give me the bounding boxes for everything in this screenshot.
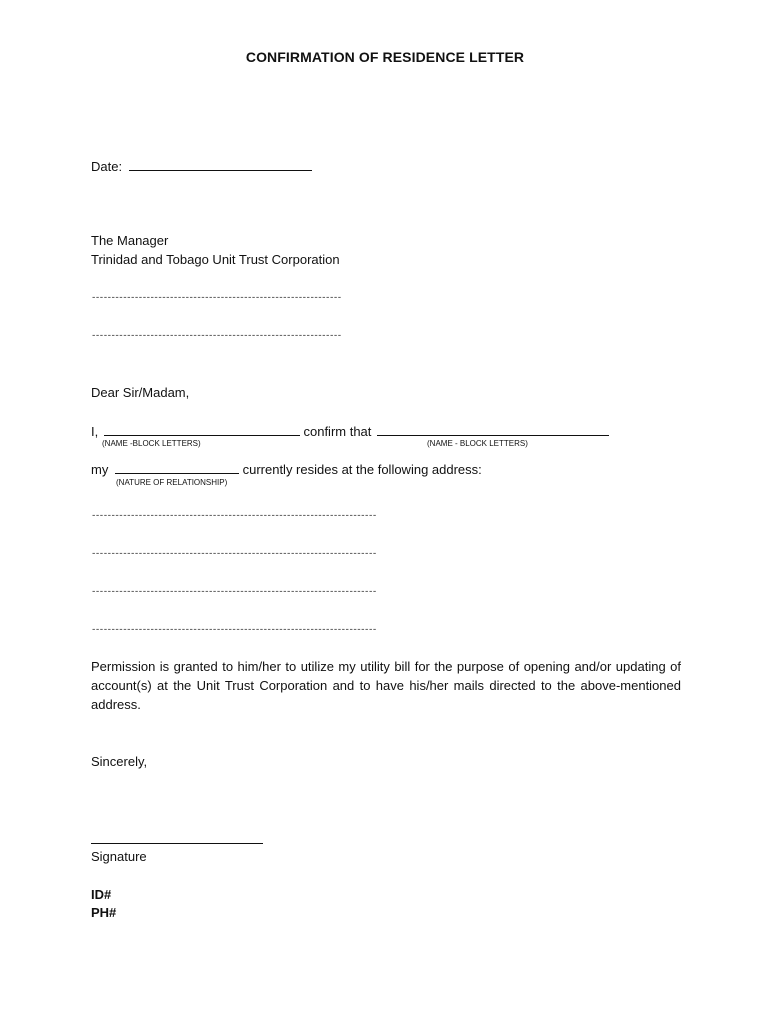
relationship-hint: (NATURE OF RELATIONSHIP) xyxy=(116,478,228,487)
resident-address-line-2[interactable]: ------------------------------------------------------------------------- xyxy=(91,549,376,559)
date-row xyxy=(91,157,312,175)
signature-line[interactable] xyxy=(91,843,263,844)
confirm-prefix: I, xyxy=(91,424,99,439)
date-blank-field[interactable] xyxy=(129,157,312,171)
relationship-field[interactable] xyxy=(115,460,239,474)
salutation: Dear Sir/Madam, xyxy=(91,385,190,400)
recipient-organization: Trinidad and Tobago Unit Trust Corporation xyxy=(91,252,340,267)
recipient-address-line-1[interactable]: ---------------------------------------------------------------- xyxy=(91,293,341,303)
resident-name-hint: (NAME - BLOCK LETTERS) xyxy=(427,439,528,448)
signature-label: Signature xyxy=(91,849,147,864)
resident-name-field[interactable] xyxy=(377,422,609,436)
relationship-prefix: my xyxy=(91,462,109,477)
closing: Sincerely, xyxy=(91,754,148,769)
id-label: ID# xyxy=(91,887,112,902)
declarant-name-hint: (NAME -BLOCK LETTERS) xyxy=(102,439,201,448)
confirm-row xyxy=(91,422,609,440)
recipient-title: The Manager xyxy=(91,233,169,248)
relationship-suffix: currently resides at the following address: xyxy=(242,462,482,477)
relationship-row xyxy=(91,460,482,478)
date-label: Date: xyxy=(91,159,123,174)
resident-address-line-4[interactable]: ------------------------------------------------------------------------- xyxy=(91,625,376,635)
resident-address-line-3[interactable]: ------------------------------------------------------------------------- xyxy=(91,587,376,597)
declarant-name-field[interactable] xyxy=(104,422,300,436)
letter-title: CONFIRMATION OF RESIDENCE LETTER xyxy=(245,49,525,65)
resident-address-line-1[interactable]: ------------------------------------------------------------------------- xyxy=(91,511,376,521)
permission-paragraph: Permission is granted to him/her to utilize my utility bill for the purpose of opening and/or updating of account(s) at the Unit Trust Corporation and to have his/her mails directed to the above-mentioned address. xyxy=(91,659,681,712)
recipient-address-line-2[interactable]: ---------------------------------------------------------------- xyxy=(91,331,341,341)
confirm-middle-text: confirm that xyxy=(303,424,372,439)
phone-label: PH# xyxy=(91,905,117,920)
